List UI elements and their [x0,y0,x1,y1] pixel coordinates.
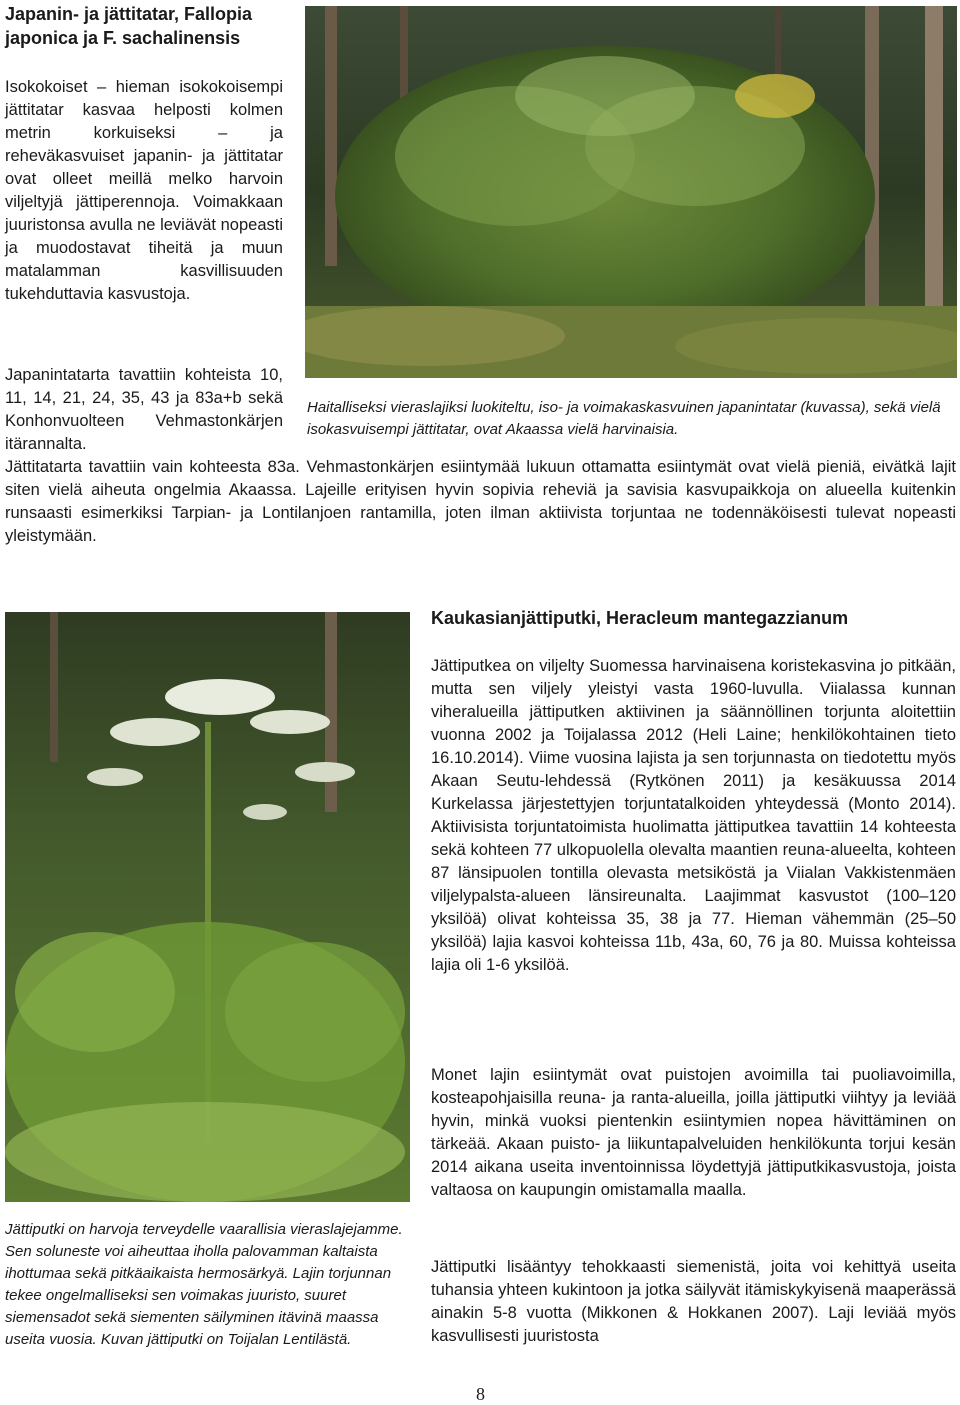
hogweed-photo [5,612,410,1202]
knotweed-photo-caption: Haitalliseksi vieraslajiksi luokiteltu, iso- ja voimakaskasvuinen japanintatar (kuvassa), sekä vielä isokasvuisempi jättitatar, ovat Akaassa vielä harvinaisia. [307,399,941,438]
knotweed-photo [305,6,957,378]
hogweed-para2: Monet lajin esiintymät ovat puistojen avoimilla tai puoliavoimilla, kosteapohjaisilla reuna- ja ranta-alueilla, joilla jättiputki viihtyy ja leviää hyvin, minkä vuoksi pientenkin esiintymien nopea hävittäminen on tärkeää. Akaan puisto- ja liikuntapalveluiden henkilökunta torjui kesän 2014 aikana useita inventoinnissa löydettyjä jättiputkikasvustoja, joista valtaosa on kaupungin omistamalla maalla. [431,1066,956,1199]
knotweed-sites-short: Japanintatarta tavattiin kohteista 10, 11, 14, 21, 24, 35, 43 ja 83a+b sekä Konhonvuolteen Vehmastonkärjen itärannalta. [5,366,283,453]
hogweed-title: Kaukasianjättiputki, Heracleum mantegazzianum [431,608,849,628]
page-number: 8 [476,1384,485,1404]
knotweed-sites-wide: Jättitatarta tavattiin vain kohteesta 83a. Vehmastonkärjen esiintymää lukuun ottamatta esiintymät ovat vielä pieniä, eivätkä lajit siten vielä aiheuta ongelmia Akaassa. Lajeille erityisen hyvin sopivia reheviä ja savisia kasvupaikkoja on alueella kuitenkin runsaasti esimerkiksi Tarpian- ja Lontilanjoen rantamilla, joten ilman aktiivista torjuntaa ne todennäköisesti tulevat nopeasti yleistymään. [5,458,956,545]
knotweed-title [5,2,295,50]
hogweed-para1: Jättiputkea on viljelty Suomessa harvinaisena koristekasvina jo pitkään, mutta sen viljely yleistyi vasta 1960-luvulla. Viialassa kunnan viheralueilla jättiputken aktiivinen ja säännöllinen torjunta aloitettiin vuonna 2002 ja Toijalassa 2012 (Heli Laine; henkilökohtainen tieto 16.10.2014). Viime vuosina lajista ja sen torjunnasta on tiedotettu myös Akaan Seutu-lehdessä (Rytkönen 2011) ja kesäkuussa 2014 Kurkelassa järjestettyjen torjuntatalkoiden yhteydessä (Monto 2014). Aktiivisista torjuntatoimista huolimatta jättiputkea tavattiin 14 kohteesta sekä kohteen 77 ulkopuolella olevalta maantien reuna-alueelta, kohteen 87 länsipuolen tontilla olevasta metsiköstä ja Viialan Vakkistenmäen viljelypalsta-alueen länsireunalta. Laajimmat kasvustot (100–120 yksilöä) olivat kohteissa 35, 38 ja 77. Hieman vähemmän (25–50 yksilöä) lajia kasvoi kohteissa 11b, 43a, 60, 76 ja 80. Muissa kohteissa lajia oli 1-6 yksilöä. [431,657,956,974]
hogweed-photo-caption: Jättiputki on harvoja terveydelle vaarallisia vieraslajejamme. Sen soluneste voi aiheuttaa iholla palovamman kaltaista ihottumaa sekä pitkäaikaista hermosärkyä. Lajin torjunnan tekee ongelmalliseksi sen voimakas juuristo, suuret siemensadot sekä siementen säilyminen itävinä maassa useita vuosia. Kuvan jättiputki on Toijalan Lentilästä. [5,1221,403,1348]
knotweed-intro: Isokokoiset – hieman isokokoisempi jättitatar kasvaa helposti kolmen metrin korkuiseksi – ja reheväkasvuiset japanin- ja jättitatar ovat olleet meillä melko harvoin viljeltyjä jättiperennoja. Voimakkaan juuristonsa avulla ne leviävät nopeasti ja muodostavat tiheitä ja muun matalamman kasvillisuuden tukehduttavia kasvustoja. [5,78,283,303]
hogweed-para3: Jättiputki lisääntyy tehokkaasti siemenistä, joita voi kehittyä useita tuhansia yhteen kukintoon ja jotka säilyvät itämiskykyisenä maaperässä ainakin 5-8 vuotta (Mikkonen & Hokkanen 2007). Laji leviää myös kasvullisesti juuristosta [431,1258,956,1345]
knotweed-title-line2: japonica ja F. sachalinensis [5,28,241,48]
knotweed-title-line1: Japanin- ja jättitatar, Fallopia [5,4,253,24]
